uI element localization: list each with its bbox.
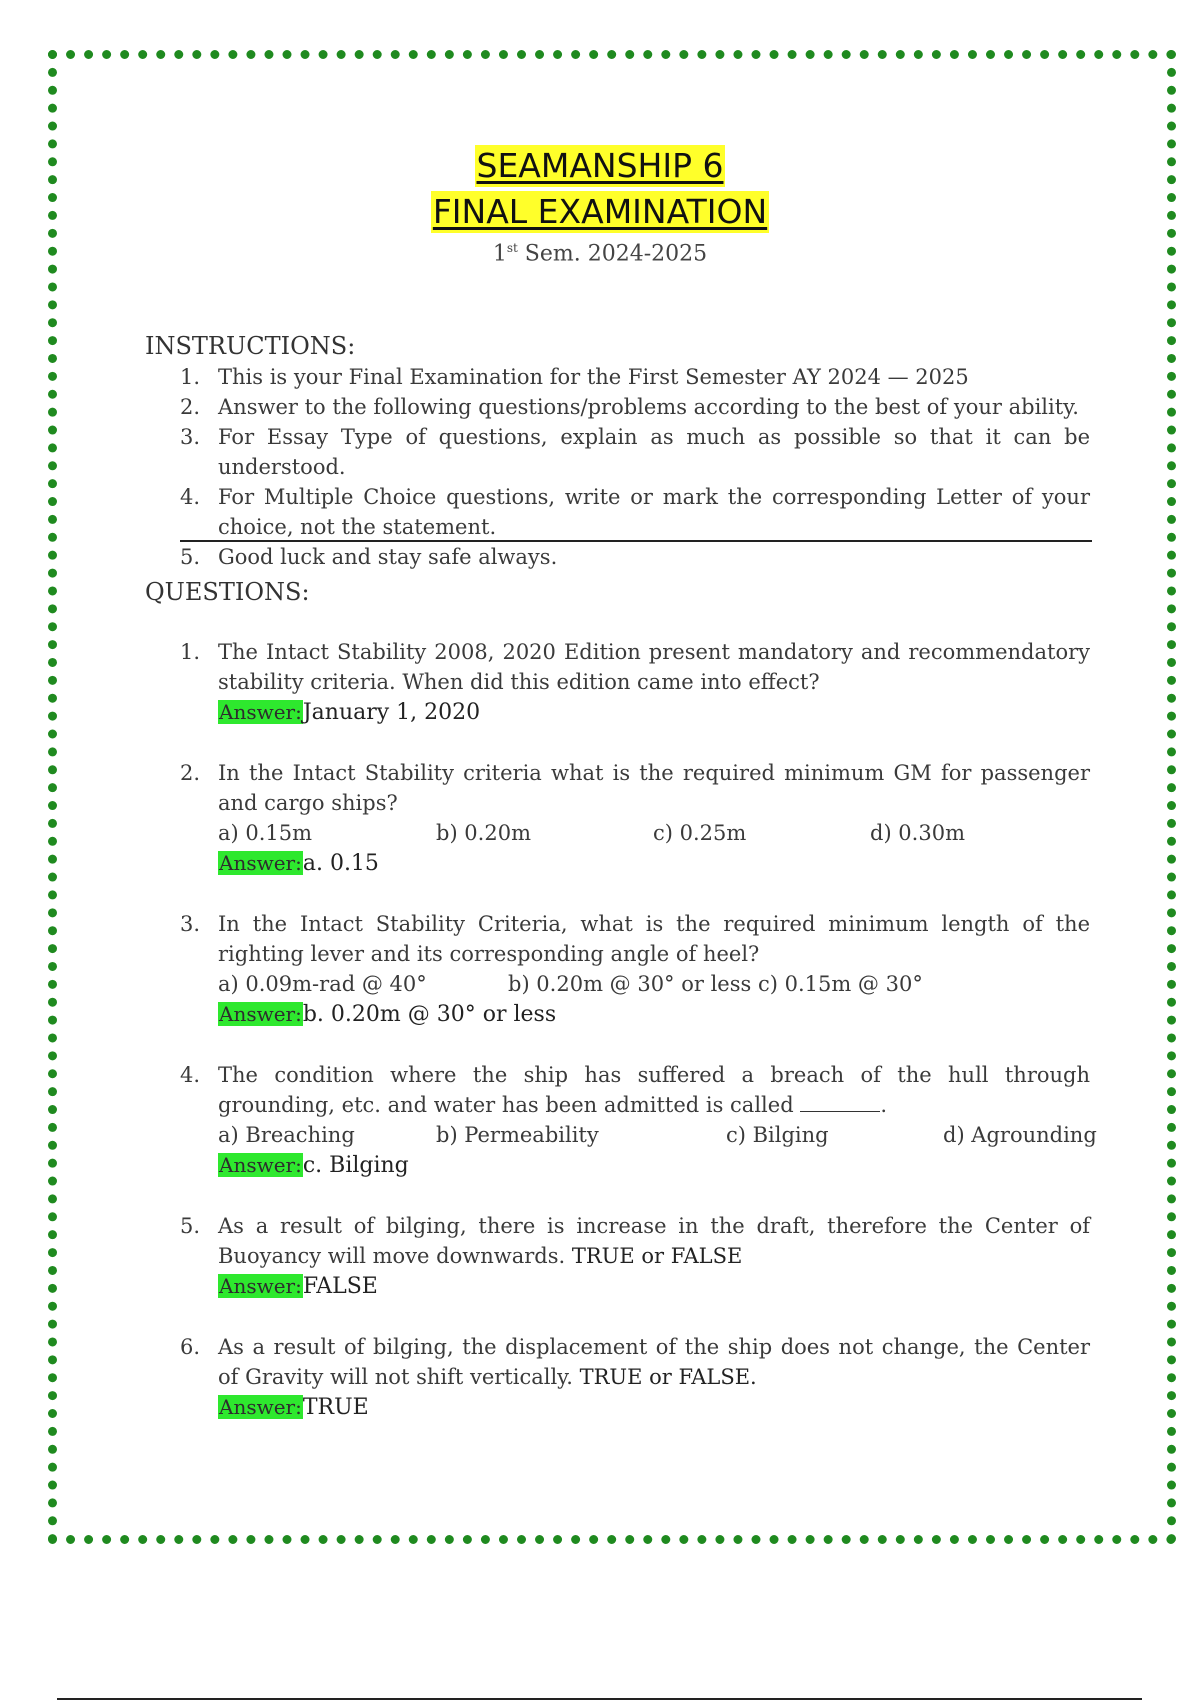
option-d: d) Agrounding [943, 1123, 1097, 1147]
answer-value: TRUE [302, 1395, 369, 1420]
instruction-item [180, 362, 1090, 392]
option-c: c) 0.25m [653, 821, 747, 845]
semester-number: 1 [492, 241, 507, 267]
instruction-text: Answer to the following questions/problems according to the best of your ability. [218, 395, 1079, 419]
answer-value: b. 0.20m @ 30° or less [302, 1002, 557, 1027]
instructions-heading: INSTRUCTIONS: [145, 332, 356, 360]
answer-label: Answer: [219, 851, 302, 875]
options-row [218, 818, 1090, 848]
instruction-text: Good luck and stay safe always. [218, 545, 558, 569]
exam-subtitle: FINAL EXAMINATION [432, 192, 768, 231]
question-text [218, 1060, 1090, 1120]
answer-line [218, 1392, 1090, 1423]
options-row [218, 969, 1090, 999]
question-number: 6. [180, 1335, 201, 1359]
title-block [0, 145, 1200, 266]
question-number: 4. [180, 1063, 201, 1087]
instruction-text: This is your Final Examination for the First Semester AY 2024 — 2025 [218, 365, 969, 389]
answer-line [218, 848, 1090, 879]
answer-label: Answer: [219, 1153, 302, 1177]
question-6 [180, 1332, 1090, 1423]
option-b-c: b) 0.20m @ 30° or less c) 0.15m @ 30° [508, 972, 923, 996]
question-text: In the Intact Stability criteria what is the required minimum GM for passenger and cargo ships? [218, 761, 1090, 815]
answer-label: Answer: [219, 1274, 302, 1298]
true-false-prompt: TRUE or FALSE. [572, 1365, 757, 1389]
question-text-main: As a result of bilging, the displacement of the ship does not change, the Center of Gravity will not shift vertically. [218, 1335, 1090, 1389]
instruction-number: 2. [180, 395, 201, 419]
answer-line [218, 697, 1090, 728]
question-text-main: The condition where the ship has suffered a breach of the hull through grounding, etc. and water has been admitted is called [218, 1063, 1090, 1117]
answer-blank [800, 1093, 880, 1112]
question-text: The Intact Stability 2008, 2020 Edition present mandatory and recommendatory stability criteria. When did this edition came into effect? [218, 640, 1090, 694]
question-text [218, 1211, 1090, 1271]
answer-label: Answer: [219, 700, 302, 724]
answer-value: c. Bilging [302, 1153, 409, 1178]
instructions-divider [180, 540, 1092, 542]
answer-value: a. 0.15 [302, 851, 379, 876]
instruction-text: For Multiple Choice questions, write or mark the corresponding Letter of your choice, not the statement. [218, 485, 1090, 539]
question-number: 2. [180, 761, 201, 785]
answer-label: Answer: [219, 1395, 302, 1419]
instruction-text: For Essay Type of questions, explain as much as possible so that it can be understood. [218, 425, 1090, 479]
instruction-item [180, 482, 1090, 542]
option-b: b) Permeability [436, 1123, 599, 1147]
question-2 [180, 758, 1090, 879]
option-c: c) Bilging [726, 1123, 829, 1147]
question-1 [180, 637, 1090, 728]
option-a: a) 0.09m-rad @ 40° [218, 972, 427, 996]
question-text [218, 1332, 1090, 1392]
question-4 [180, 1060, 1097, 1181]
semester-ordinal: st [506, 241, 518, 255]
options-row [218, 1120, 1097, 1150]
answer-label: Answer: [219, 1002, 302, 1026]
instruction-number: 5. [180, 545, 201, 569]
option-b: b) 0.20m [436, 821, 531, 845]
exam-title: SEAMANSHIP 6 [476, 146, 724, 185]
instruction-item [180, 392, 1090, 422]
answer-line [218, 1271, 1090, 1302]
question-5 [180, 1211, 1090, 1302]
option-a: a) 0.15m [218, 821, 313, 845]
instruction-number: 3. [180, 425, 201, 449]
option-d: d) 0.30m [870, 821, 965, 845]
questions-heading: QUESTIONS: [145, 578, 310, 606]
semester-line [0, 241, 1200, 266]
answer-value: January 1, 2020 [302, 700, 481, 725]
answer-line [218, 999, 1090, 1030]
question-text-main: As a result of bilging, there is increase in the draft, therefore the Center of Buoyancy will move downwards. [218, 1214, 1090, 1268]
option-a: a) Breaching [218, 1123, 355, 1147]
questions-list [180, 637, 1097, 1423]
question-text-end: . [880, 1093, 888, 1117]
instruction-item [180, 422, 1090, 482]
instruction-number: 1. [180, 365, 201, 389]
question-3 [180, 909, 1090, 1030]
question-number: 3. [180, 912, 201, 936]
question-number: 1. [180, 640, 201, 664]
question-number: 5. [180, 1214, 201, 1238]
true-false-prompt: TRUE or FALSE [565, 1244, 743, 1268]
semester-year: Sem. 2024-2025 [517, 241, 708, 267]
answer-line [218, 1150, 1090, 1181]
question-text: In the Intact Stability Criteria, what is the required minimum length of the righting lever and its corresponding angle of heel? [218, 912, 1090, 966]
instruction-item [180, 542, 1090, 572]
instruction-number: 4. [180, 485, 201, 509]
answer-value: FALSE [302, 1274, 378, 1299]
